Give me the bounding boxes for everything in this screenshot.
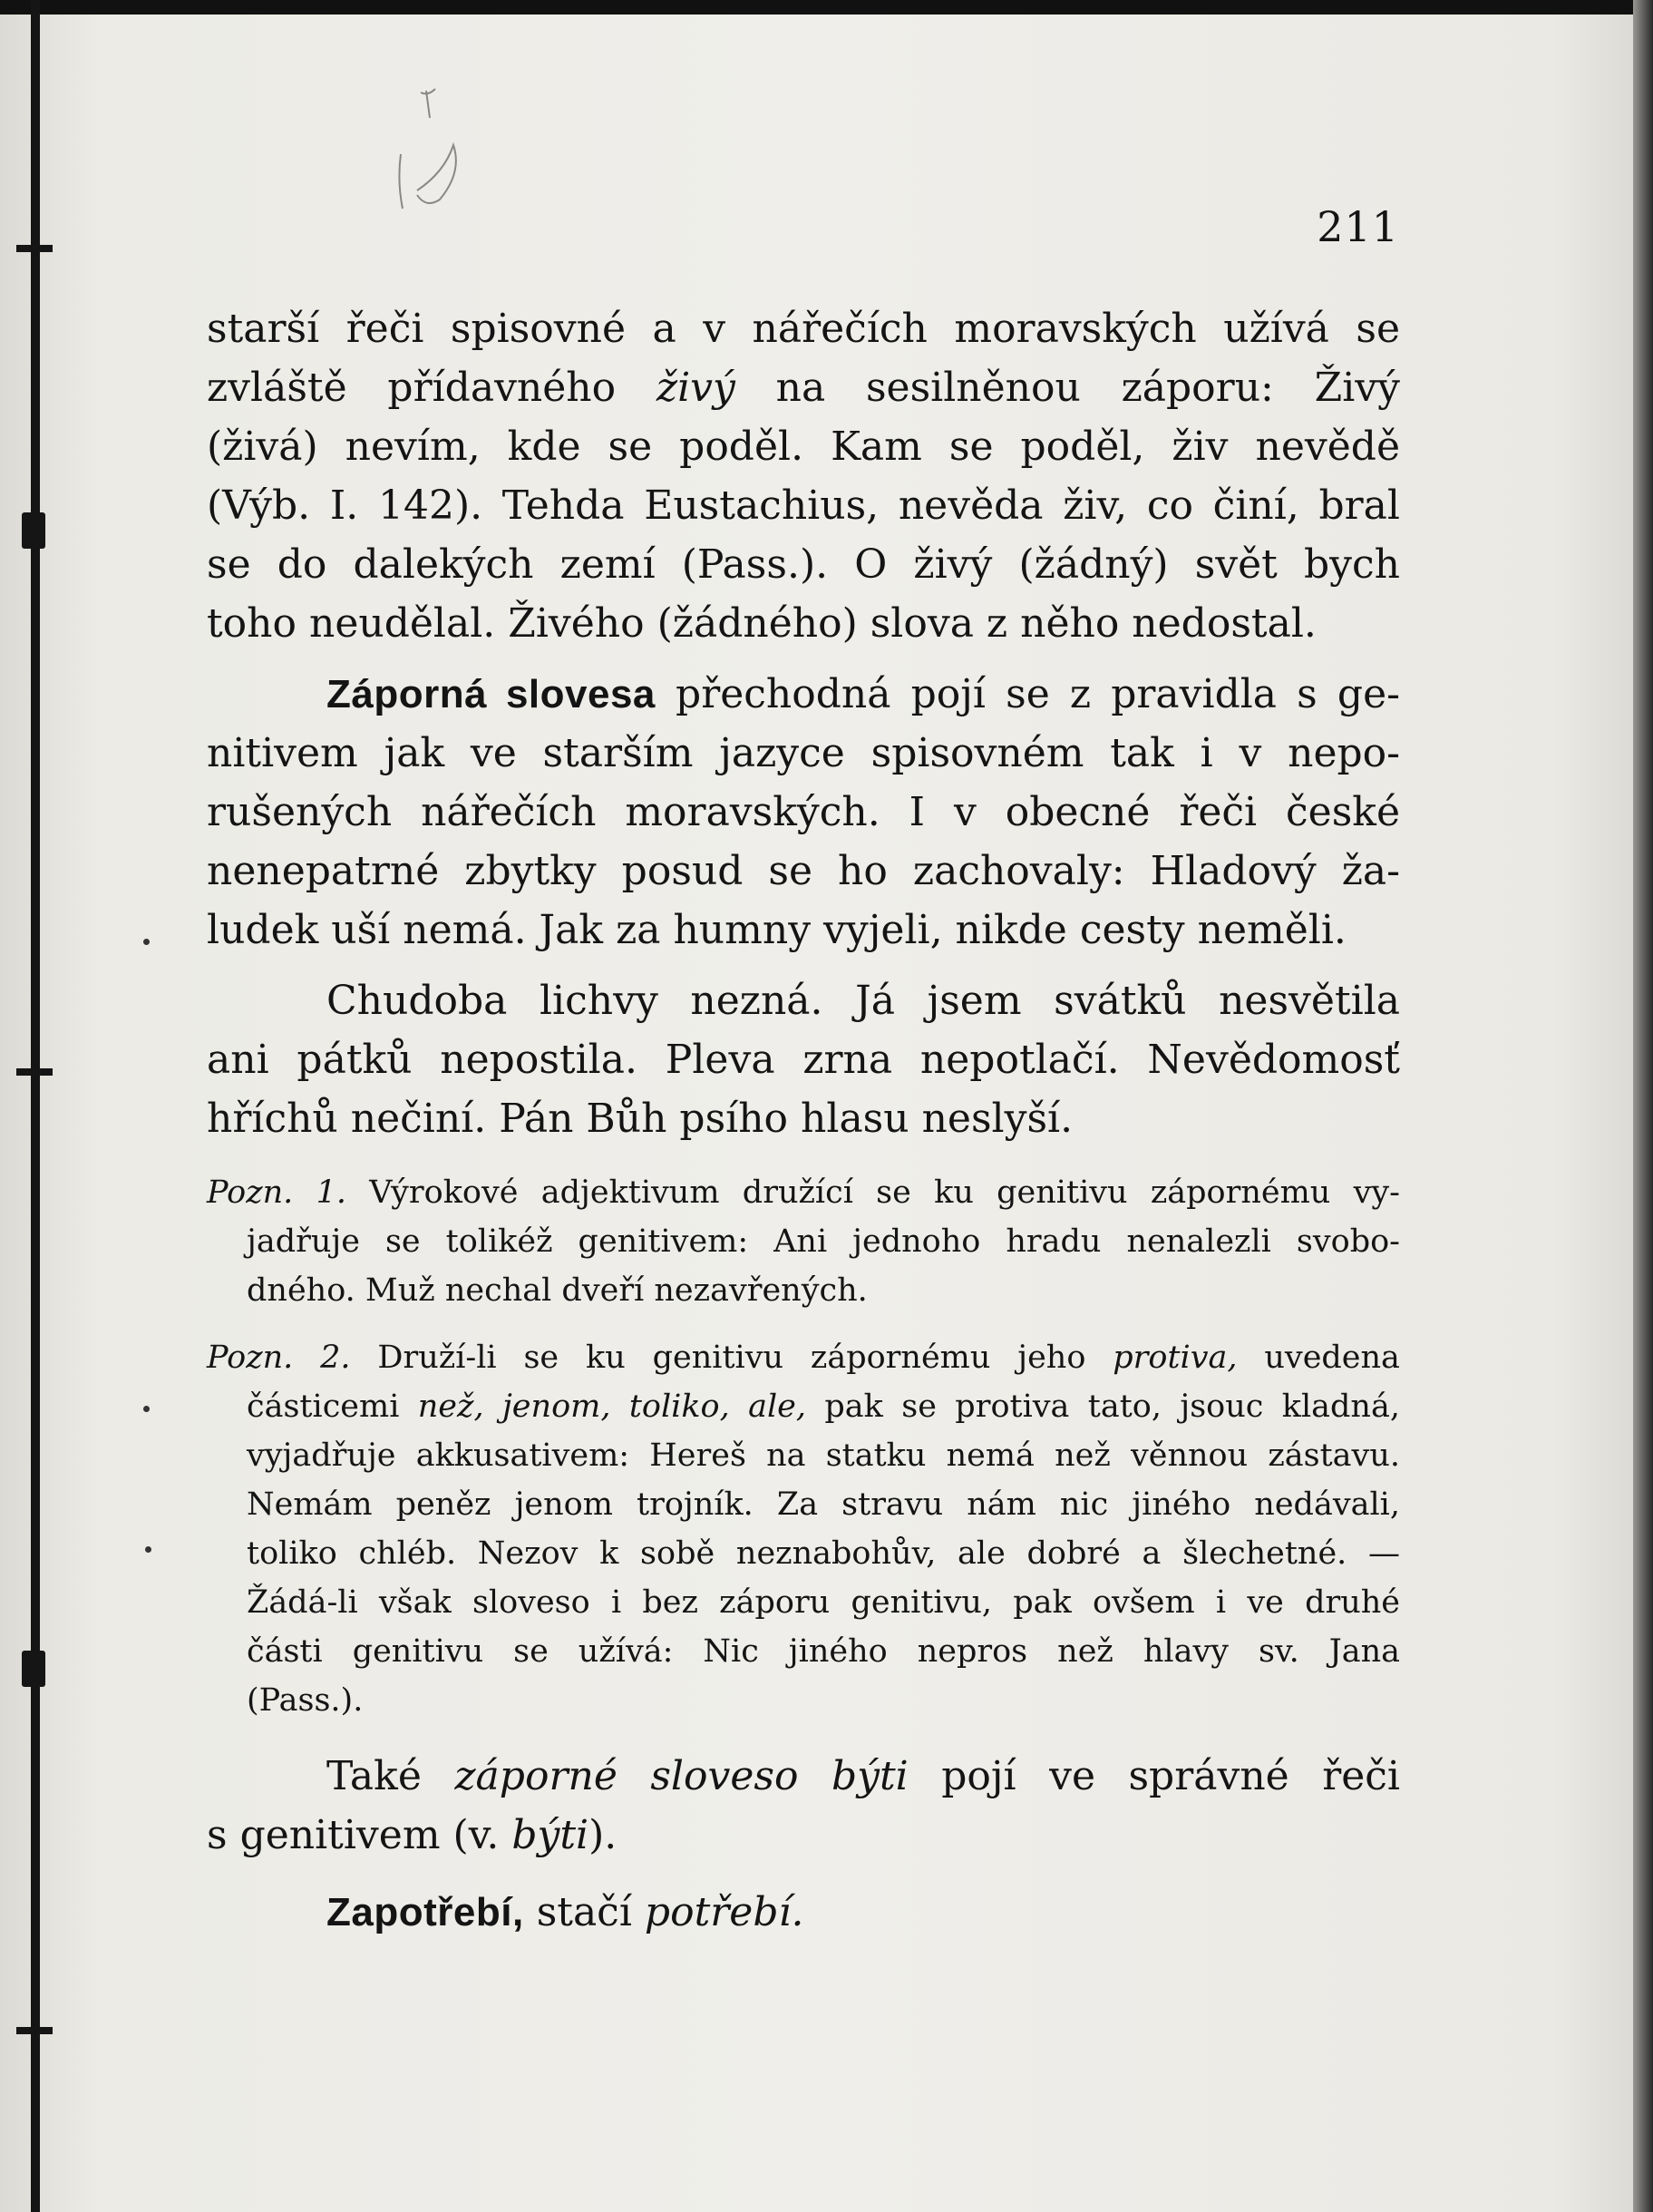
paragraph-line: ani pátků nepostila. Pleva zrna nepotlačí. Nevědomosť: [207, 1037, 1400, 1083]
note-line: Nemám peněz jenom trojník. Za stravu nám nic jiného nedávali,: [247, 1486, 1400, 1523]
note-1: [207, 1168, 1400, 1315]
paragraph-line: s genitivem (v. býti).: [207, 1812, 617, 1858]
stray-mark: [145, 1546, 151, 1553]
paragraph-line: Záporná slovesa přechodná pojí se z pravidla s ge-: [326, 671, 1400, 717]
binding-thread: [31, 0, 40, 2212]
note-line: (Pass.).: [247, 1682, 364, 1719]
binding-stitch: [16, 2027, 53, 2034]
note-line: Pozn. 2. Druží-li se ku genitivu zápornému jeho protiva, uvedena: [207, 1340, 1400, 1376]
paragraph-line: hříchů nečiní. Pán Bůh psího hlasu neslyší.: [207, 1096, 1074, 1142]
stray-mark: [143, 1406, 150, 1412]
paragraph-line: nenepatrné zbytky posud se ho zachovaly: Hladový ža-: [207, 848, 1400, 894]
note-label: Pozn. 2.: [207, 1340, 351, 1376]
note-line: Pozn. 1. Výrokové adjektivum družící se ku genitivu zápornému vy-: [207, 1174, 1400, 1211]
paragraph-line: Zapotřebí, stačí potřebí.: [326, 1889, 804, 1935]
page-right-shadow: [1633, 0, 1653, 2212]
binding-stitch: [16, 1068, 53, 1076]
paragraph-line: Chudoba lichvy nezná. Já jsem svátků nesvětila: [326, 978, 1400, 1024]
note-line: toliko chléb. Nezov k sobě neznabohův, ale dobré a šlechetné. —: [247, 1535, 1400, 1572]
italic-term: živý: [656, 365, 735, 411]
paragraph-line: toho neudělal. Živého (žádného) slova z něho nedostal.: [207, 600, 1317, 647]
stray-mark: [143, 939, 150, 945]
note-line: částicemi než, jenom, toliko, ale, pak se protiva tato, jsouc kladná,: [247, 1389, 1400, 1425]
binding-stitch: [22, 512, 45, 549]
note-line: vyjadřuje akkusativem: Hereš na statku nemá než věnnou zástavu.: [247, 1437, 1400, 1474]
note-line: jadřuje se tolikéž genitivem: Ani jednoho hradu nenalezli svobo-: [247, 1223, 1400, 1260]
paragraph-line: Také záporné sloveso býti pojí ve správné řeči: [326, 1753, 1401, 1799]
binding-stitch: [16, 245, 53, 252]
note-line: Žádá-li však sloveso i bez záporu genitivu, pak ovšem i ve druhé: [247, 1584, 1400, 1621]
paragraph-line: ludek uší nemá. Jak za humny vyjeli, nikde cesty neměli.: [207, 907, 1347, 953]
paragraph-line: starší řeči spisovné a v nářečích moravských užívá se: [207, 306, 1400, 352]
paragraph-line: zvláště přídavného živý na sesilněnou záporu: Živý: [207, 365, 1400, 411]
binding-stitch: [22, 1651, 45, 1687]
pencil-mark-icon: [390, 82, 490, 218]
section-heading: Zapotřebí,: [326, 1890, 524, 1934]
page-top-shadow: [0, 0, 1653, 15]
paragraph-line: rušených nářečích moravských. I v obecné řeči české: [207, 789, 1400, 835]
note-line: dného. Muž nechal dveří nezavřených.: [247, 1272, 868, 1309]
section-heading: Záporná slovesa: [326, 672, 656, 716]
note-label: Pozn. 1.: [207, 1174, 346, 1211]
paragraph-line: se do dalekých zemí (Pass.). O živý (žádný) svět bych: [207, 541, 1400, 588]
note-2: [207, 1333, 1400, 1725]
paragraph-line: (Výb. I. 142). Tehda Eustachius, nevěda živ, co činí, bral: [207, 482, 1400, 529]
page-number: 211: [1317, 202, 1399, 251]
paragraph-line: (živá) nevím, kde se poděl. Kam se poděl, živ nevědě: [207, 424, 1400, 470]
body-text: [207, 299, 1400, 1942]
note-line: části genitivu se užívá: Nic jiného nepros než hlavy sv. Jana: [247, 1633, 1400, 1670]
paragraph-line: nitivem jak ve starším jazyce spisovném tak i v nepo-: [207, 730, 1400, 776]
